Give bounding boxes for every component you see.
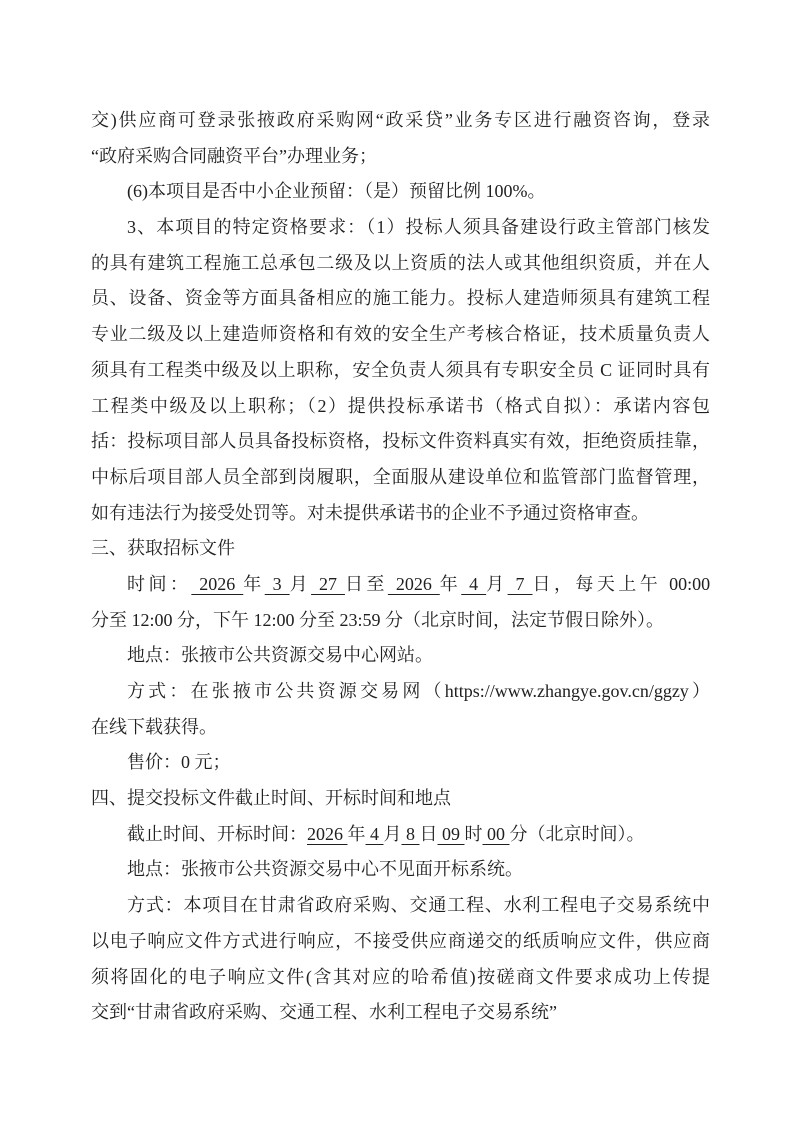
doc-text: 四、提交投标文件截止时间、开标时间和地点 (91, 788, 451, 809)
doc-text: 年 (243, 573, 265, 594)
doc-line (91, 674, 710, 710)
doc-line (91, 531, 710, 567)
underlined-field: 00 (482, 823, 510, 844)
doc-text: 如有违法行为接受处罚等。对未提供承诺书的企业不予通过资格审查。 (91, 502, 649, 523)
doc-line (91, 603, 710, 639)
doc-line (91, 103, 710, 139)
doc-text: 月 (486, 573, 508, 594)
doc-text: 须将固化的电子响应文件(含其对应的哈希值)按磋商文件要求成功上传提 (91, 966, 710, 987)
underlined-field: 3 (264, 573, 290, 594)
doc-text: 日 (419, 823, 438, 844)
doc-text: 分至 12:00 分，下午 12:00 分至 23:59 分（北京时间，法定节假日除外）。 (91, 609, 665, 630)
doc-line (91, 852, 710, 888)
doc-line (91, 353, 710, 389)
underlined-field: 4 (365, 823, 384, 844)
doc-text: (6)本项目是否中小企业预留：（是）预留比例 100%。 (127, 181, 546, 202)
doc-text: 方式：本项目在甘肃省政府采购、交通工程、水利工程电子交易系统中 (127, 895, 710, 916)
doc-text: 专业二级及以上建造师资格和有效的安全生产考核合格证，技术质量负责人 (91, 324, 710, 345)
doc-line (91, 496, 710, 532)
doc-text: 地点：张掖市公共资源交易中心网站。 (127, 645, 433, 666)
doc-text: 在线下载获得。 (91, 716, 217, 737)
doc-line (91, 281, 710, 317)
doc-text: 地点：张掖市公共资源交易中心不见面开标系统。 (127, 859, 523, 880)
doc-line (91, 567, 710, 603)
doc-line (91, 174, 710, 210)
doc-line (91, 995, 710, 1031)
doc-line (91, 389, 710, 425)
doc-text: 3、本项目的特定资格要求：（1）投标人须具备建设行政主管部门核发 (127, 217, 710, 238)
doc-text: 截止时间、开标时间： (127, 823, 307, 844)
underlined-field: 8 (401, 823, 420, 844)
doc-line (91, 888, 710, 924)
doc-line (91, 745, 710, 781)
doc-line (91, 817, 710, 853)
doc-line (91, 246, 710, 282)
doc-text: 中标后项目部人员全部到岗履职，全面服从建设单位和监管部门监督管理， (91, 466, 710, 487)
doc-text: 交到“甘肃省政府采购、交通工程、水利工程电子交易系统” (91, 1002, 557, 1023)
doc-text: 工程类中级及以上职称；（2）提供投标承诺书（格式自拟）：承诺内容包 (91, 395, 710, 416)
doc-text: 须具有工程类中级及以上职称，安全负责人须具有专职安全员 C 证同时具有 (91, 359, 710, 380)
doc-line (91, 460, 710, 496)
doc-text: 交)供应商可登录张掖政府采购网“政采贷”业务专区进行融资咨询，登录 (91, 110, 710, 130)
doc-line (91, 781, 710, 817)
underlined-field: 09 (437, 823, 465, 844)
underlined-field: 27 (311, 573, 345, 594)
doc-text: 月 (289, 573, 312, 594)
doc-text: 以电子响应文件方式进行响应，不接受供应商递交的纸质响应文件，供应商 (91, 930, 710, 951)
doc-text: 的具有建筑工程施工总承包二级及以上资质的法人或其他组织资质，并在人 (91, 252, 710, 273)
doc-text: 售价：0 元； (127, 752, 231, 773)
underlined-field: 2026 (191, 573, 244, 594)
document-body (91, 103, 710, 1031)
doc-text: 年 (439, 573, 462, 594)
doc-line (91, 424, 710, 460)
doc-line (91, 710, 710, 746)
doc-text: 括：投标项目部人员具备投标资格，投标文件资料真实有效，拒绝资质挂靠， (91, 431, 710, 452)
doc-text: 时 (464, 823, 483, 844)
doc-text: 员、设备、资金等方面具备相应的施工能力。投标人建造师须具有建筑工程 (91, 288, 710, 309)
doc-line (91, 638, 710, 674)
doc-text: 三、获取招标文件 (91, 538, 235, 559)
doc-text: 日，每天上午 00:00 (532, 573, 710, 594)
doc-text: 分（北京时间）。 (509, 823, 645, 844)
doc-text: 时间： (127, 573, 192, 594)
underlined-field: 2026 (307, 823, 348, 844)
doc-text: 月 (383, 823, 402, 844)
underlined-field: 7 (507, 573, 533, 594)
doc-line (91, 960, 710, 996)
doc-line (91, 210, 710, 246)
doc-text: 年 (347, 823, 366, 844)
underlined-field: 4 (461, 573, 487, 594)
doc-line (91, 317, 710, 353)
underlined-field: 2026 (387, 573, 440, 594)
doc-text: 日至 (344, 573, 388, 594)
doc-text: “政府采购合同融资平台”办理业务； (91, 145, 377, 166)
doc-text: 方式：在张掖市公共资源交易网（https://www.zhangye.gov.cn/ggzy） (127, 681, 710, 701)
doc-line (91, 924, 710, 960)
doc-line (91, 139, 710, 175)
